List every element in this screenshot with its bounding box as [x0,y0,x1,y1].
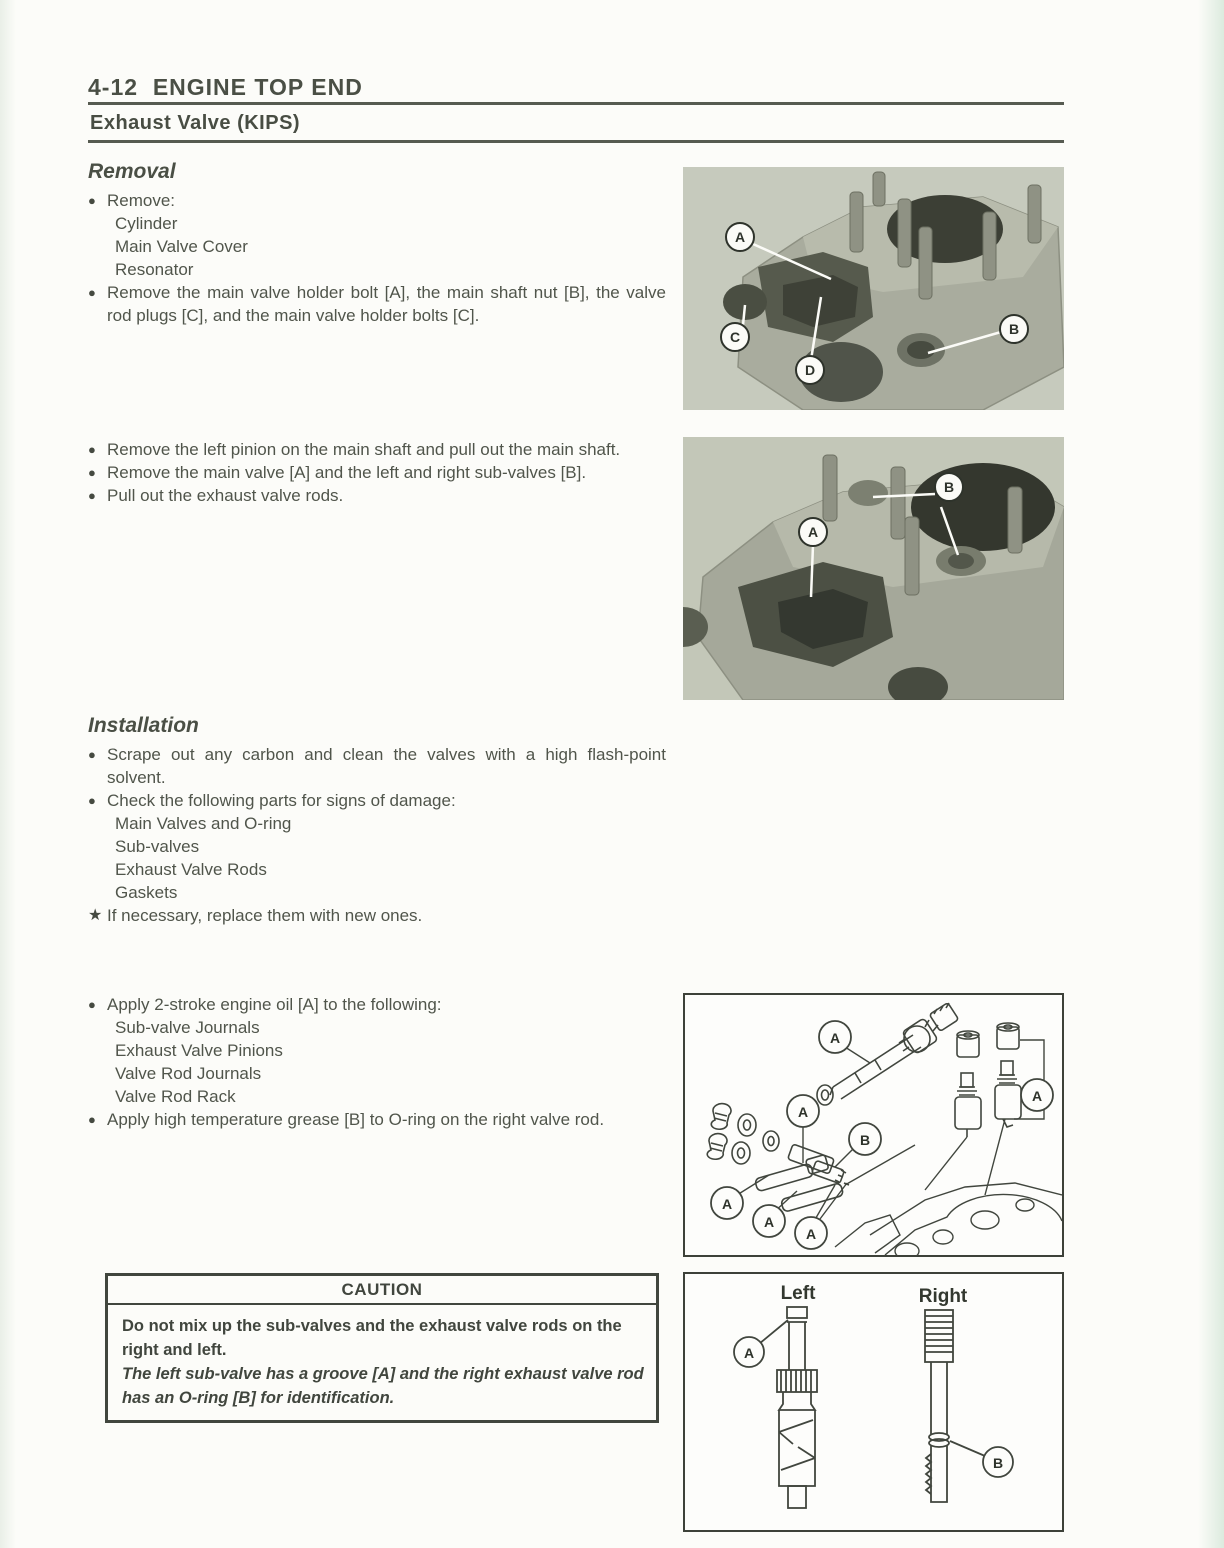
callout-a: A [1031,1088,1043,1104]
page-number: 4-12 [88,74,139,100]
header-rule [88,102,1064,105]
callout-a: A [805,1226,817,1242]
removal-step1 [88,189,663,212]
removal-step4 [88,461,678,484]
page-header [88,74,363,101]
callout-c: C [729,329,741,345]
bullet-icon: ● [88,465,96,480]
bullet-icon: ● [88,285,96,300]
caution-line2: The left sub-valve has a groove [A] and the right exhaust valve rod has an O-ring [B] for identification. [122,1365,644,1407]
callout-a: A [807,524,819,540]
caution-box [105,1273,659,1423]
exploded-diagram-illustration [685,995,1062,1255]
installation-step2-item: Exhaust Valve Rods [115,860,267,879]
scan-edge-left [0,0,16,1548]
installation-step1-text: Scrape out any carbon and clean the valves with a high flash-point solvent. [107,745,666,787]
installation-step3 [88,993,678,1016]
callout-d: D [804,362,816,378]
callout-b: B [992,1455,1004,1471]
bullet-icon: ● [88,442,96,457]
engine-photo-illustration [683,437,1064,700]
removal-step3 [88,438,678,461]
scan-edge-right [1198,0,1224,1548]
bullet-icon: ● [88,193,96,208]
removal-step1-item: Main Valve Cover [115,237,248,256]
callout-a: A [763,1214,775,1230]
bullet-icon: ● [88,1112,96,1127]
callout-a: A [797,1104,809,1120]
installation-step2-item: Main Valves and O-ring [115,814,292,833]
caution-body [108,1305,656,1420]
installation-note [88,904,678,927]
removal-step5-text: Pull out the exhaust valve rods. [107,486,344,505]
callout-a: A [721,1196,733,1212]
callout-b: B [943,479,955,495]
right-label: Right [918,1286,968,1307]
callout-a: A [743,1345,755,1361]
section-title: Exhaust Valve (KIPS) [90,112,301,134]
installation-step2-text: Check the following parts for signs of damage: [107,791,456,810]
star-icon: ★ [88,907,103,924]
removal-heading: Removal [88,160,176,183]
installation-step3-item: Sub-valve Journals [115,1018,260,1037]
removal-step1-text: Remove: [107,191,176,210]
engine-photo-illustration [683,167,1064,410]
removal-step1-item: Cylinder [115,214,178,233]
callout-b: B [1008,321,1020,337]
installation-step2 [88,789,678,812]
rod-identification-illustration [685,1274,1062,1530]
installation-step4 [88,1108,688,1131]
removal-step2-text: Remove the main valve holder bolt [A], the main shaft nut [B], the valve rod plugs [C], and the main valve holder bolts [C]. [107,283,666,325]
installation-step2-item: Gaskets [115,883,178,902]
bullet-icon: ● [88,488,96,503]
bullet-icon: ● [88,793,96,808]
installation-note-text: If necessary, replace them with new ones. [107,906,423,925]
callout-a: A [829,1030,841,1046]
figure-photo-holder-bolts [683,167,1064,410]
section-rule [88,140,1064,143]
chapter-title: ENGINE TOP END [152,74,363,100]
installation-step3-item: Exhaust Valve Pinions [115,1041,283,1060]
installation-step2-item: Sub-valves [115,837,200,856]
figure-rod-identification [683,1272,1064,1532]
bullet-icon: ● [88,747,96,762]
removal-step2 [88,281,666,327]
removal-step1-item: Resonator [115,260,194,279]
installation-step3-text: Apply 2-stroke engine oil [A] to the following: [107,995,442,1014]
caution-title: CAUTION [108,1276,656,1305]
caution-line1: Do not mix up the sub-valves and the exhaust valve rods on the right and left. [122,1317,622,1359]
removal-step3-text: Remove the left pinion on the main shaft and pull out the main shaft. [107,440,621,459]
installation-step3-item: Valve Rod Rack [115,1087,236,1106]
figure-diagram-oiling [683,993,1064,1257]
installation-step1 [88,743,666,789]
callout-b: B [859,1132,871,1148]
figure-photo-valves [683,437,1064,700]
removal-step4-text: Remove the main valve [A] and the left and right sub-valves [B]. [107,463,587,482]
installation-step4-text: Apply high temperature grease [B] to O-ring on the right valve rod. [107,1110,605,1129]
left-label: Left [780,1283,816,1304]
bullet-icon: ● [88,997,96,1012]
installation-step3-item: Valve Rod Journals [115,1064,262,1083]
callout-a: A [734,229,746,245]
installation-heading: Installation [88,714,199,737]
removal-step5 [88,484,678,507]
